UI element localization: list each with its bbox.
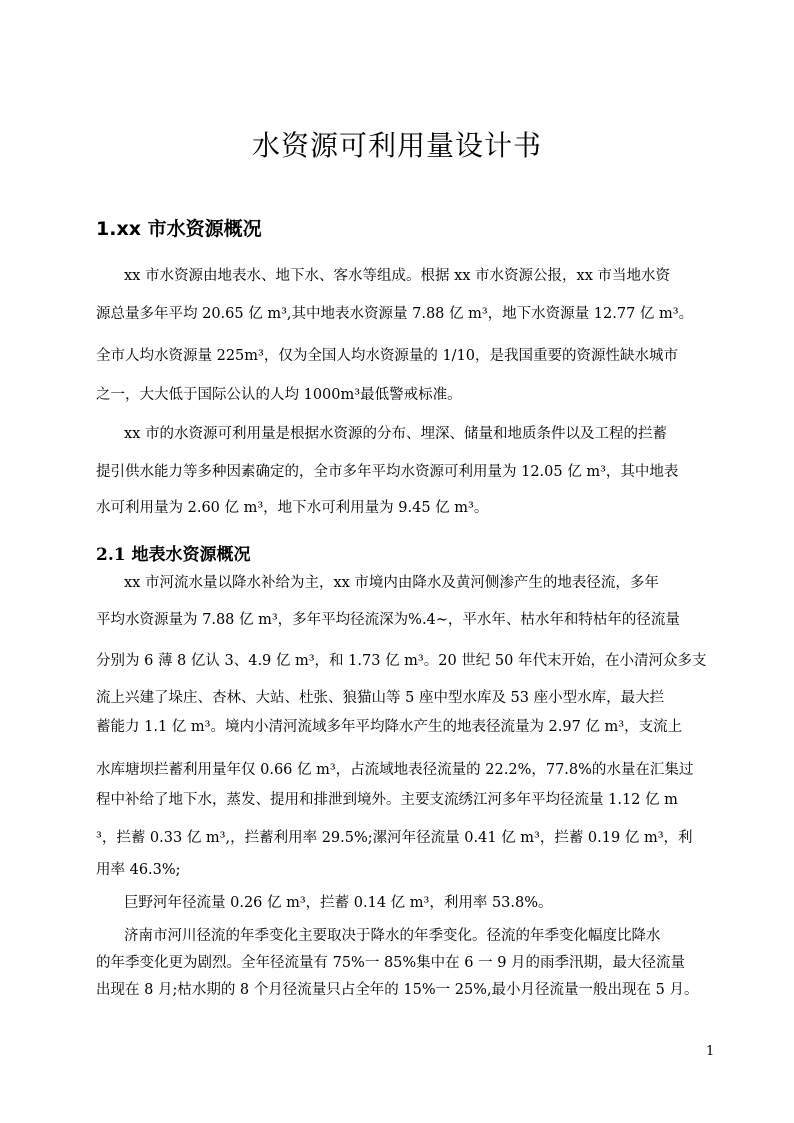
paragraph-line: xx 市水资源由地表水、地下水、客水等组成。根据 xx 市水资源公报，xx 市当地水资 [124,268,670,284]
page-number: 1 [706,1044,715,1059]
paragraph-line: 提引供水能力等多种因素确定的，全市多年平均水资源可利用量为 12.05 亿 m³，其中地表 [96,464,679,480]
paragraph-line: 济南市河川径流的年季变化主要取决于降水的年季变化。径流的年季变化幅度比降水 [124,928,661,944]
paragraph-line: 水库塘坝拦蓄利用量年仅 0.66 亿 m³，占流域地表径流量的 22.2%，77.8%的水量在汇集过 [96,762,694,778]
paragraph-line: 流上兴建了垛庄、杏林、大站、杜张、狼猫山等 5 座中型水库及 53 座小型水库，最大拦 [96,690,665,706]
paragraph-line: 源总量多年平均 20.65 亿 m³,其中地表水资源量 7.88 亿 m³，地下水资源量 12.77 亿 m³。 [96,306,694,322]
paragraph-line: 用率 46.3%; [96,862,181,878]
paragraph-line: 水可利用量为 2.60 亿 m³，地下水可利用量为 9.45 亿 m³。 [96,500,489,516]
paragraph-line: xx 市河流水量以降水补给为主，xx 市境内由降水及黄河侧渗产生的地表径流，多年 [124,575,659,591]
paragraph-line: 巨野河年径流量 0.26 亿 m³，拦蓄 0.14 亿 m³，利用率 53.8%。 [124,895,553,911]
paragraph-line: 分别为 6 薄 8 亿认 3、4.9 亿 m³，和 1.73 亿 m³。20 世纪 50 年代末开始，在小清河众多支 [96,653,707,669]
section-heading-2: 2.1 地表水资源概况 [96,545,251,565]
paragraph-line: 平均水资源量为 7.88 亿 m³，多年平均径流深为%.4~，平水年、枯水年和特枯年的径流量 [96,612,680,628]
paragraph-line: 蓄能力 1.1 亿 m³。境内小清河流域多年平均降水产生的地表径流量为 2.97 亿 m³，支流上 [96,719,683,735]
page-title: 水资源可利用量设计书 [251,129,542,162]
paragraph-line: 的年季变化更为剧烈。全年径流量有 75%一 85%集中在 6 一 9 月的雨季汛期，最大径流量 [96,955,686,971]
paragraph-line: xx 市的水资源可利用量是根据水资源的分布、埋深、储量和地质条件以及工程的拦蓄 [124,426,667,442]
paragraph-line: 程中补给了地下水，蒸发、提用和排泄到境外。主要支流绣江河多年平均径流量 1.12 亿 m [96,792,678,808]
paragraph-line: 之一，大大低于国际公认的人均 1000m³最低警戒标准。 [96,387,462,403]
paragraph-line: ³，拦蓄 0.33 亿 m³,，拦蓄利用率 29.5%;漯河年径流量 0.41 亿 m³，拦蓄 0.19 亿 m³，利 [96,830,693,846]
paragraph-line: 全市人均水资源量 225m³，仅为全国人均水资源量的 1/10，是我国重要的资源性缺水城市 [96,348,679,364]
paragraph-line: 出现在 8 月;枯水期的 8 个月径流量只占全年的 15%一 25%,最小月径流量一般出现在 5 月。 [96,982,699,998]
section-heading-1: 1.xx 市水资源概况 [96,218,262,240]
